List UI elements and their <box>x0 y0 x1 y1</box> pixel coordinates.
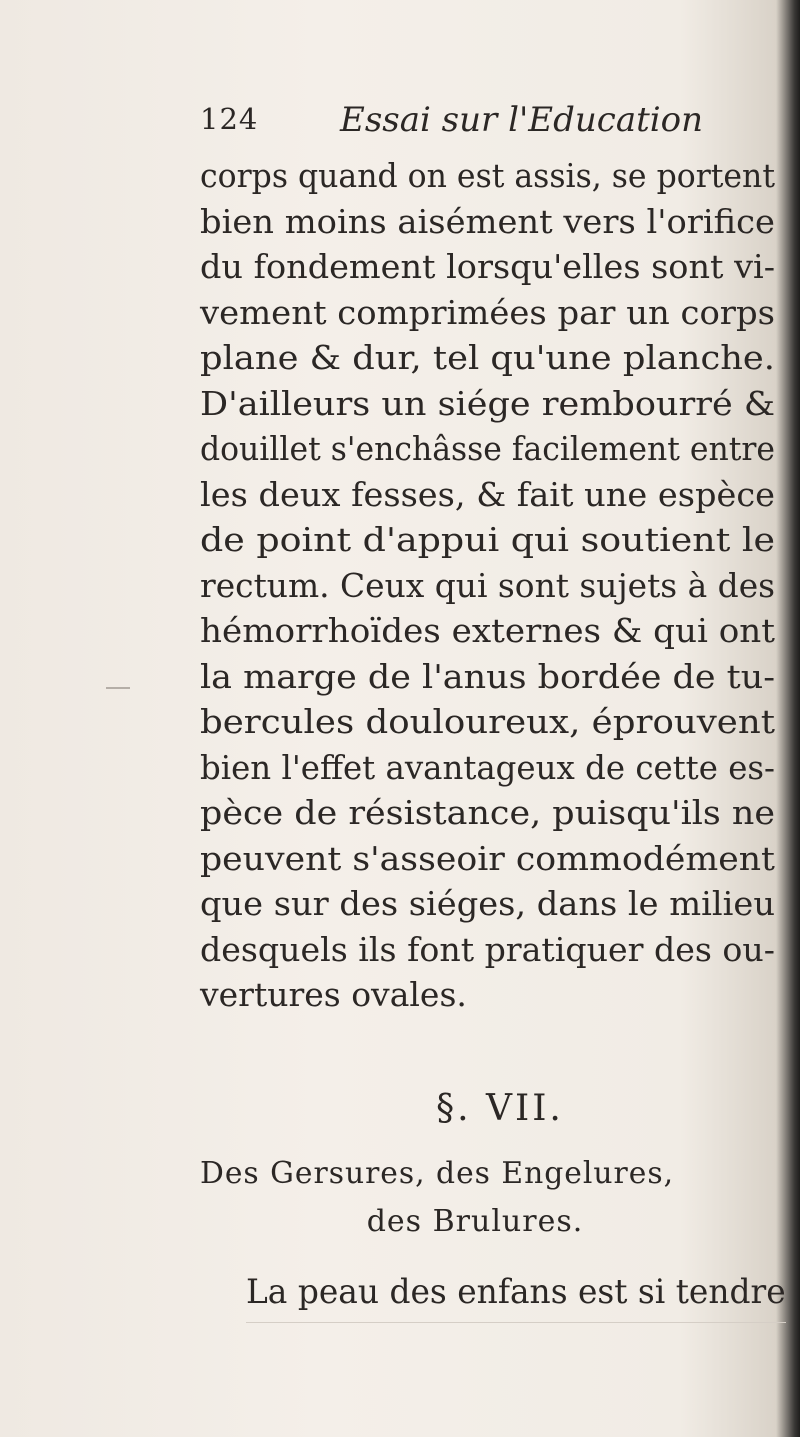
text-line: peuvent s'asseoir commodément <box>200 838 775 878</box>
text-line: douillet s'enchâsse facilement entre <box>200 429 775 468</box>
section-title <box>200 1150 790 1246</box>
page-header <box>200 100 760 150</box>
text-line: que sur des siéges, dans le milieu <box>200 884 775 923</box>
section-number: §. VII. <box>436 1088 564 1129</box>
running-title: Essai sur l'Education <box>340 100 703 140</box>
section-title-line-2: des Brulures. <box>366 1204 584 1239</box>
text-line: bien l'effet avantageux de cette es- <box>200 747 775 787</box>
margin-mark <box>106 687 130 689</box>
text-line: plane & dur, tel qu'une planche. <box>200 338 775 377</box>
text-line: vement comprimées par un corps <box>200 292 775 332</box>
text-underline <box>246 1322 786 1323</box>
text-line: rectum. Ceux qui sont sujets à des <box>200 565 776 605</box>
text-line: D'ailleurs un siége rembourré & <box>200 383 776 423</box>
page-number: 124 <box>200 102 259 136</box>
section-title-line-1: Des Gersures, des Engelures, <box>200 1156 675 1191</box>
text-line: du fondement lorsqu'elles sont vi- <box>200 247 776 286</box>
text-line: bercules douloureux, éprouvent <box>200 702 775 741</box>
text-line: pèce de résistance, puisqu'ils ne <box>200 793 776 832</box>
text-line: de point d'appui qui soutient le <box>200 520 776 559</box>
text-line-last: vertures ovales. <box>200 975 467 1014</box>
body-text <box>200 153 780 1018</box>
text-line: les deux fesses, & fait une espèce <box>200 474 776 514</box>
text-line: desquels ils font pratiquer des ou- <box>200 929 775 969</box>
next-paragraph-start: La peau des enfans est si tendre <box>246 1272 786 1312</box>
text-line: corps quand on est assis, se portent <box>200 156 775 195</box>
text-line: bien moins aisément vers l'orifice <box>200 201 775 241</box>
text-line: la marge de l'anus bordée de tu- <box>200 656 776 696</box>
text-line: hémorrhoïdes externes & qui ont <box>200 611 776 650</box>
